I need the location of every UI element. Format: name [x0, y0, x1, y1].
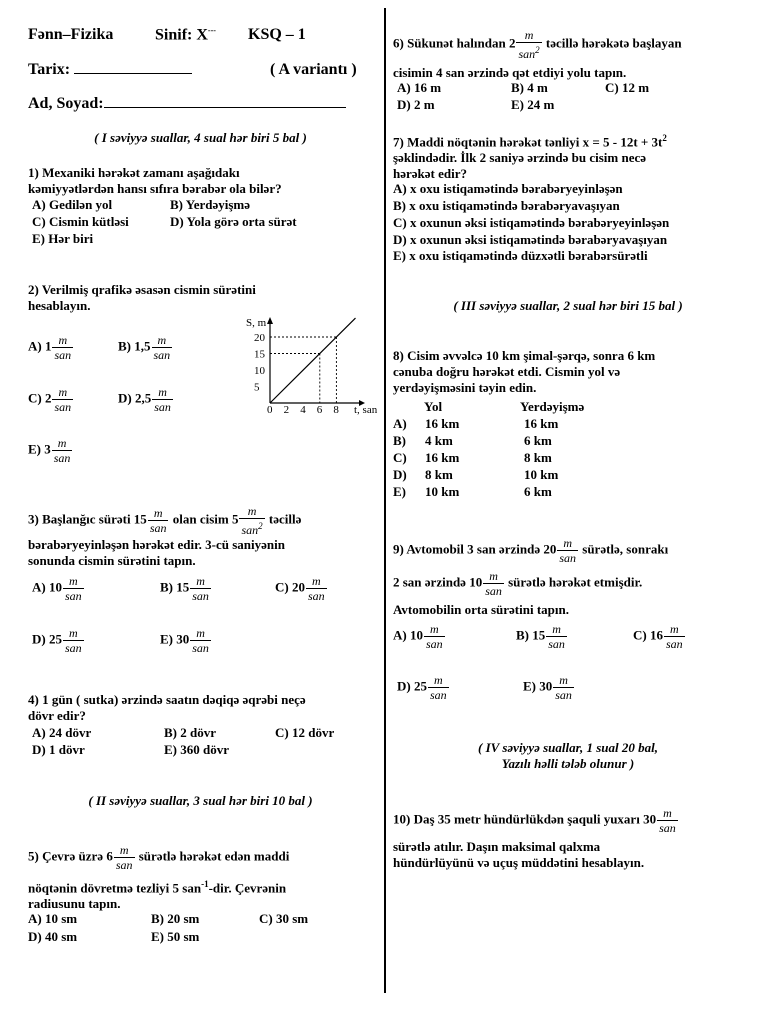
q5-option-b[interactable]: B) 20 sm — [151, 911, 200, 926]
q8-option-path: 8 km — [425, 467, 453, 482]
y-tick-label: 20 — [254, 332, 265, 344]
y-axis-label: S, m — [246, 317, 267, 329]
q8-option-path: 16 km — [425, 416, 460, 431]
q5-option-a[interactable]: A) 10 sm — [28, 911, 78, 926]
q6-option-e[interactable]: E) 24 m — [511, 97, 555, 112]
q8-option-c[interactable]: C) — [393, 450, 407, 465]
q4-option-e[interactable]: E) 360 dövr — [164, 742, 229, 757]
section-4-header: ( IV səviyyə suallar, 1 sual 20 bal, Yazılı həlli tələb olunur ) — [478, 740, 658, 771]
q5-text: 5) Çevrə üzrə 6 $\frac{m}{\text{san}}$ sürətlə hərəkət edən maddi nöqtənin dövretmə tezliyi 5 san$^{-1}$-dir. Çevrənin radiusunu tapın. — [28, 843, 290, 912]
q7-text: 7) Maddi nöqtənin hərəkət tənliyi $x = 5 - 12t + 3t^2$ şəklindədir. İlk 2 saniyə ərzində bu cisim necə hərəkət edir? — [393, 133, 667, 182]
q8-option-e[interactable]: E) — [393, 484, 406, 499]
date-row — [28, 61, 192, 79]
q6-option-a[interactable]: A) 16 m — [397, 80, 442, 95]
q2-option-b[interactable]: B) 1,5 $\frac{m}{\text{san}}$ — [118, 333, 171, 362]
q1-option-d[interactable]: D) Yola görə orta sürət — [170, 214, 297, 229]
q8-option-a[interactable]: A) — [393, 416, 407, 431]
q1-text: 1) Mexaniki hərəkət zamanı aşağıdakı kəmiyyətlərdən hansı sıfıra bərabər ola bilər? — [28, 165, 282, 196]
section-3-header: ( III səviyyə suallar, 2 sual hər biri 15 bal ) — [453, 298, 683, 313]
q9-option-e[interactable]: E) 30 $\frac{m}{\text{san}}$ — [523, 673, 572, 702]
q3-option-c[interactable]: C) 20 $\frac{m}{\text{san}}$ — [275, 574, 325, 603]
q8-col-path: Yol — [424, 399, 443, 414]
q1-option-b[interactable]: B) Yerdəyişmə — [170, 197, 251, 212]
name-blank[interactable] — [104, 107, 346, 108]
q8-option-path: 16 km — [425, 450, 460, 465]
name-label: Ad, Soyad: — [28, 95, 104, 112]
section-2-header: ( II səviyyə suallar, 3 sual hər biri 10 bal ) — [88, 793, 313, 808]
q3-option-d[interactable]: D) 25 $\frac{m}{\text{san}}$ — [32, 626, 82, 655]
q7-option-b[interactable]: B) x oxu istiqamətində bərabəryavaşıyan — [393, 198, 620, 213]
q5-option-c[interactable]: C) 30 sm — [259, 911, 309, 926]
y-axis-arrow — [267, 317, 273, 324]
q7-option-c[interactable]: C) x oxunun əksi istiqamətində bərabəryeyinləşən — [393, 215, 670, 230]
q8-option-d[interactable]: D) — [393, 467, 407, 482]
x-tick-label: 8 — [333, 404, 339, 416]
q7-option-e[interactable]: E) x oxu istiqamətində düzxətli bərabərsürətli — [393, 248, 648, 263]
q8-option-displacement: 6 km — [524, 433, 552, 448]
x-axis-label: t, san — [354, 404, 378, 416]
q1-option-e[interactable]: E) Hər biri — [32, 231, 94, 246]
q8-option-b[interactable]: B) — [393, 433, 406, 448]
y-tick-label: 5 — [254, 381, 260, 394]
q6-option-b[interactable]: B) 4 m — [511, 80, 548, 95]
q4-option-b[interactable]: B) 2 dövr — [164, 725, 216, 740]
q2-option-a[interactable]: A) 1 $\frac{m}{\text{san}}$ — [28, 333, 72, 362]
q6-text: 6) Sükunət halından 2 $\frac{m}{san^2}$ təcillə hərəkətə başlayan cisimin 4 san ərzində qət etdiyi yolu tapın. — [393, 28, 682, 80]
x-tick-label: 6 — [316, 404, 323, 416]
left-column — [28, 0, 378, 1024]
test-label: KSQ – 1 — [248, 26, 306, 43]
q2-option-d[interactable]: D) 2,5 $\frac{m}{\text{san}}$ — [118, 385, 171, 414]
q4-text: 4) 1 gün ( sutka) ərzində saatın dəqiqə əqrəbi neçə dövr edir? — [28, 692, 306, 723]
q8-option-displacement: 6 km — [524, 484, 552, 499]
q7-option-a[interactable]: A) x oxu istiqamətində bərabəryeyinləşən — [393, 181, 623, 196]
q8-option-displacement: 16 km — [524, 416, 559, 431]
q10-text: 10) Daş 35 metr hündürlükdən şaquli yuxarı 30 $\frac{m}{\text{san}}$ sürətlə atılır. Daşın maksimal qalxma hündürlüyünü və uçuş müddətini hesablayın. — [393, 806, 676, 870]
q5-option-e[interactable]: E) 50 sm — [151, 929, 200, 944]
subject-label: Fənn–Fizika — [28, 26, 114, 43]
section-1-header: ( I səviyyə suallar, 4 sual hər biri 5 bal ) — [94, 130, 307, 145]
q2-option-c[interactable]: C) 2 $\frac{m}{\text{san}}$ — [28, 385, 72, 414]
x-tick-label: 0 — [267, 404, 273, 416]
q4-option-d[interactable]: D) 1 dövr — [32, 742, 85, 757]
date-label: Tarix: — [28, 61, 71, 78]
q4-option-a[interactable]: A) 24 dövr — [32, 725, 92, 740]
q8-text: 8) Cisim əvvəlcə 10 km şimal-şərqə, sonra 6 km cənuba doğru hərəkət etdi. Cismin yol və yerdəyişməsini təyin edin. — [393, 348, 656, 395]
column-divider — [384, 8, 386, 993]
q8-col-displacement: Yerdəyişmə — [520, 399, 585, 414]
x-tick-label: 2 — [283, 404, 290, 416]
q8-option-path: 10 km — [425, 484, 460, 499]
distance-time-graph — [212, 314, 378, 420]
q5-option-d[interactable]: D) 40 sm — [28, 929, 78, 944]
q9-option-b[interactable]: B) 15 $\frac{m}{\text{san}}$ — [516, 622, 565, 651]
q8-option-displacement: 8 km — [524, 450, 552, 465]
q6-option-c[interactable]: C) 12 m — [605, 80, 650, 95]
grade-label: Sinif: X--- — [155, 26, 216, 44]
data-line — [270, 318, 355, 403]
q4-option-c[interactable]: C) 12 dövr — [275, 725, 335, 740]
q9-option-a[interactable]: A) 10 $\frac{m}{\text{san}}$ — [393, 622, 443, 651]
q3-option-b[interactable]: B) 15 $\frac{m}{\text{san}}$ — [160, 574, 209, 603]
y-tick-label: 10 — [254, 365, 265, 377]
q8-option-path: 4 km — [425, 433, 453, 448]
name-row — [28, 95, 346, 113]
q7-option-d[interactable]: D) x oxunun əksi istiqamətində bərabəryavaşıyan — [393, 232, 668, 247]
q9-option-c[interactable]: C) 16 $\frac{m}{\text{san}}$ — [633, 622, 683, 651]
y-tick-label: 15 — [254, 348, 265, 361]
q6-option-d[interactable]: D) 2 m — [397, 97, 435, 112]
q2-text: 2) Verilmiş qrafikə əsasən cismin sürətini hesablayın. — [28, 282, 256, 313]
variant-label: ( A variantı ) — [270, 61, 357, 78]
q9-option-d[interactable]: D) 25 $\frac{m}{\text{san}}$ — [397, 673, 447, 702]
q3-option-e[interactable]: E) 30 $\frac{m}{\text{san}}$ — [160, 626, 209, 655]
q3-text: 3) Başlanğıc sürəti 15 $\frac{m}{\text{san}}$ olan cisim 5 $\frac{m}{san^2}$ təcillə bərabəryeyinləşən hərəkət edir. 3-cü saniyənin sonunda cismin sürətini tapın. — [28, 504, 302, 568]
q1-option-a[interactable]: A) Gedilən yol — [32, 197, 113, 212]
date-blank[interactable] — [74, 73, 192, 74]
q1-option-c[interactable]: C) Cismin kütləsi — [32, 214, 129, 229]
x-tick-label: 4 — [300, 404, 306, 416]
right-column — [393, 0, 743, 1024]
q2-option-e[interactable]: E) 3 $\frac{m}{\text{san}}$ — [28, 436, 71, 465]
q8-option-displacement: 10 km — [524, 467, 559, 482]
q3-option-a[interactable]: A) 10 $\frac{m}{\text{san}}$ — [32, 574, 82, 603]
q9-text: 9) Avtomobil 3 san ərzində 20 $\frac{m}{\text{san}}$ sürətlə, sonrakı 2 san ərzində 10 $\frac{m}{\text{san}}$ sürətlə hərəkət etmişdir. Avtomobilin orta sürətini tapın. — [393, 536, 669, 617]
